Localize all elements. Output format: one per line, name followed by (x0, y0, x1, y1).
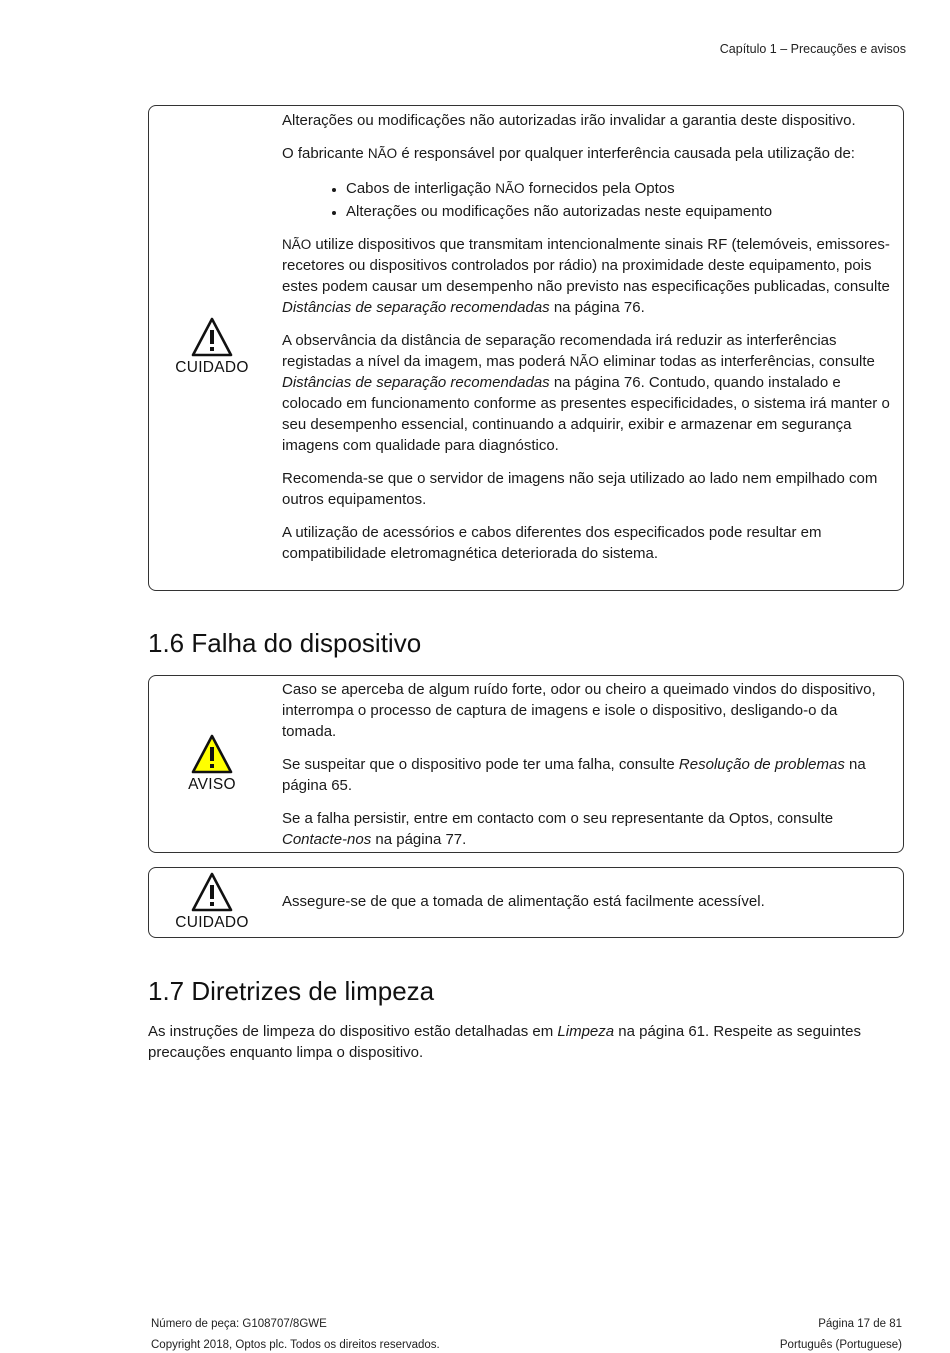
paragraph: Recomenda-se que o servidor de imagens não seja utilizado ao lado nem empilhado com outros equipamentos. (282, 470, 878, 508)
caution-label: CUIDADO (175, 359, 249, 376)
caution-box (148, 105, 904, 591)
paragraph: Assegure-se de que a tomada de alimentação está facilmente acessível. (282, 893, 765, 910)
paragraph: Caso se aperceba de algum ruído forte, odor ou cheiro a queimado vindos do dispositivo, interrompa o processo de captura de imagens e isole o dispositivo, desligando-o da tomada. (282, 681, 876, 740)
cross-reference-link[interactable]: Limpeza (557, 1023, 615, 1040)
text-run: Se a falha persistir, entre em contacto com o seu representante da Optos, consulte (282, 810, 834, 827)
caution-box (148, 867, 904, 938)
paragraph (282, 234, 895, 318)
paragraph (282, 808, 895, 850)
text-run: na página 65. (282, 756, 866, 794)
paragraph (282, 754, 895, 796)
paragraph: A utilização de acessórios e cabos diferentes dos especificados pode resultar em compatibilidade eletromagnética deteriorada do sistema. (282, 524, 822, 562)
text-run: As instruções de limpeza do dispositivo estão detalhadas em (148, 1023, 558, 1040)
emphasis-nao: NÃO (495, 181, 525, 196)
text-run: Se suspeitar que o dispositivo pode ter uma falha, consulte (282, 756, 679, 773)
warning-box (148, 675, 904, 853)
paragraph (282, 330, 895, 456)
footer-page-number: Página 17 de 81 (818, 1318, 902, 1330)
text-run: na página 76. Contudo, quando instalado e colocado em funcionamento conforme as presentes especificidades, o sistema irá manter o seu desempenho essencial, continuando a adquirir, exibir e armazenar em segurança imagens com qualidade para diagnóstico. (282, 374, 890, 454)
text-run: utilize dispositivos que transmitam intencionalmente sinais RF (telemóveis, emissores-recetores ou dispositivos controlados por rádio) na proximidade deste equipamento, pois estes podem causar um desempenho não previsto nas especificações publicadas, consulte (282, 236, 890, 295)
list-item (346, 178, 895, 199)
paragraph (282, 143, 895, 164)
warning-label: AVISO (188, 776, 236, 793)
cross-reference-link[interactable]: Distâncias de separação recomendadas (282, 374, 550, 391)
running-header: Capítulo 1 – Precauções e avisos (719, 42, 906, 56)
text-run: na página 77. (371, 831, 467, 848)
text-run: na página 76. (549, 299, 645, 316)
emphasis-nao: NÃO (282, 237, 312, 252)
text-run: O fabricante (282, 145, 368, 162)
bullet-list (282, 178, 895, 222)
text-run: A observância da distância de separação recomendada irá reduzir as interferências registadas a nível da imagem, mas poderá (282, 332, 837, 370)
emphasis-nao: NÃO (367, 146, 398, 161)
caution-text (282, 891, 895, 912)
warning-text (282, 679, 895, 850)
caution-label: CUIDADO (175, 914, 249, 931)
text-run: Cabos de interligação (346, 180, 496, 197)
paragraph: Alterações ou modificações não autorizadas irão invalidar a garantia deste dispositivo. (282, 112, 856, 129)
cross-reference-link[interactable]: Distâncias de separação recomendadas (282, 299, 550, 316)
footer-language: Português (Portuguese) (779, 1339, 902, 1351)
section-heading: 1.7 Diretrizes de limpeza (148, 976, 435, 1006)
warning-icon-group (149, 734, 275, 794)
caution-icon-group (149, 317, 275, 377)
cross-reference-link[interactable]: Contacte-nos (282, 831, 372, 848)
emphasis-nao: NÃO (569, 354, 599, 369)
text-run: fornecidos pela Optos (524, 180, 675, 197)
list-item: • Alterações ou modificações não autorizadas neste equipamento (346, 201, 895, 222)
warning-triangle-icon (191, 872, 233, 912)
cross-reference-link[interactable]: Resolução de problemas (678, 756, 845, 773)
footer-part-number: Número de peça: G108707/8GWE (151, 1318, 327, 1330)
caution-icon-group (149, 872, 275, 932)
caution-text (282, 110, 895, 564)
body-paragraph (148, 1021, 888, 1063)
footer-copyright: Copyright 2018, Optos plc. Todos os direitos reservados. (151, 1339, 440, 1351)
warning-triangle-icon (191, 317, 233, 357)
text-run: é responsável por qualquer interferência causada pela utilização de: (397, 145, 855, 162)
text-run: na página 61. Respeite as seguintes precauções enquanto limpa o dispositivo. (148, 1023, 861, 1061)
text-run: eliminar todas as interferências, consulte (598, 353, 875, 370)
section-heading: 1.6 Falha do dispositivo (148, 628, 422, 658)
warning-triangle-yellow-icon (191, 734, 233, 774)
